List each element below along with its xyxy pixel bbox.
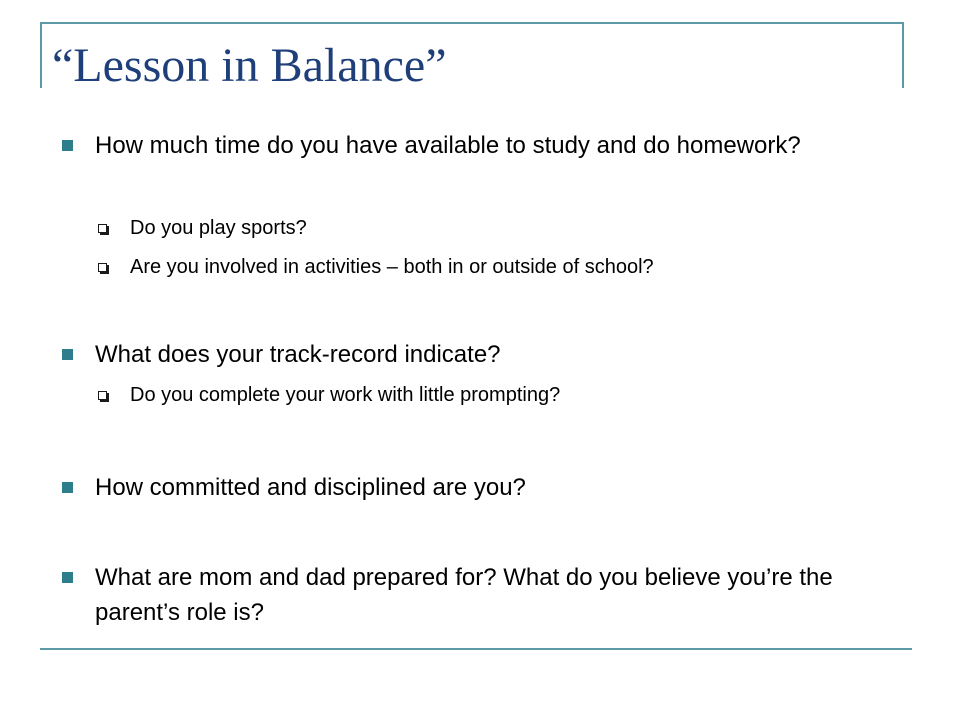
sub-point-2-1: Do you complete your work with little prompting?	[130, 384, 561, 406]
slide-title: “Lesson in Balance”	[52, 39, 447, 92]
square-bullet-icon	[62, 349, 73, 360]
square-bullet-icon	[62, 572, 73, 583]
bullet-point-1: How much time do you have available to study and do homework?	[95, 132, 801, 159]
sub-point-1-1: Do you play sports?	[130, 217, 307, 239]
sub-point-1-2: Are you involved in activities – both in or outside of school?	[130, 256, 654, 278]
bullet-point-4: What are mom and dad prepared for? What do you believe you’re the parent’s role is?	[95, 564, 833, 626]
bullet-point-2: What does your track-record indicate?	[95, 341, 501, 368]
hollow-square-bullet-icon	[98, 263, 107, 272]
hollow-square-bullet-icon	[98, 224, 107, 233]
hollow-square-bullet-icon	[98, 391, 107, 400]
square-bullet-icon	[62, 140, 73, 151]
bullet-point-3: How committed and disciplined are you?	[95, 474, 526, 501]
square-bullet-icon	[62, 482, 73, 493]
